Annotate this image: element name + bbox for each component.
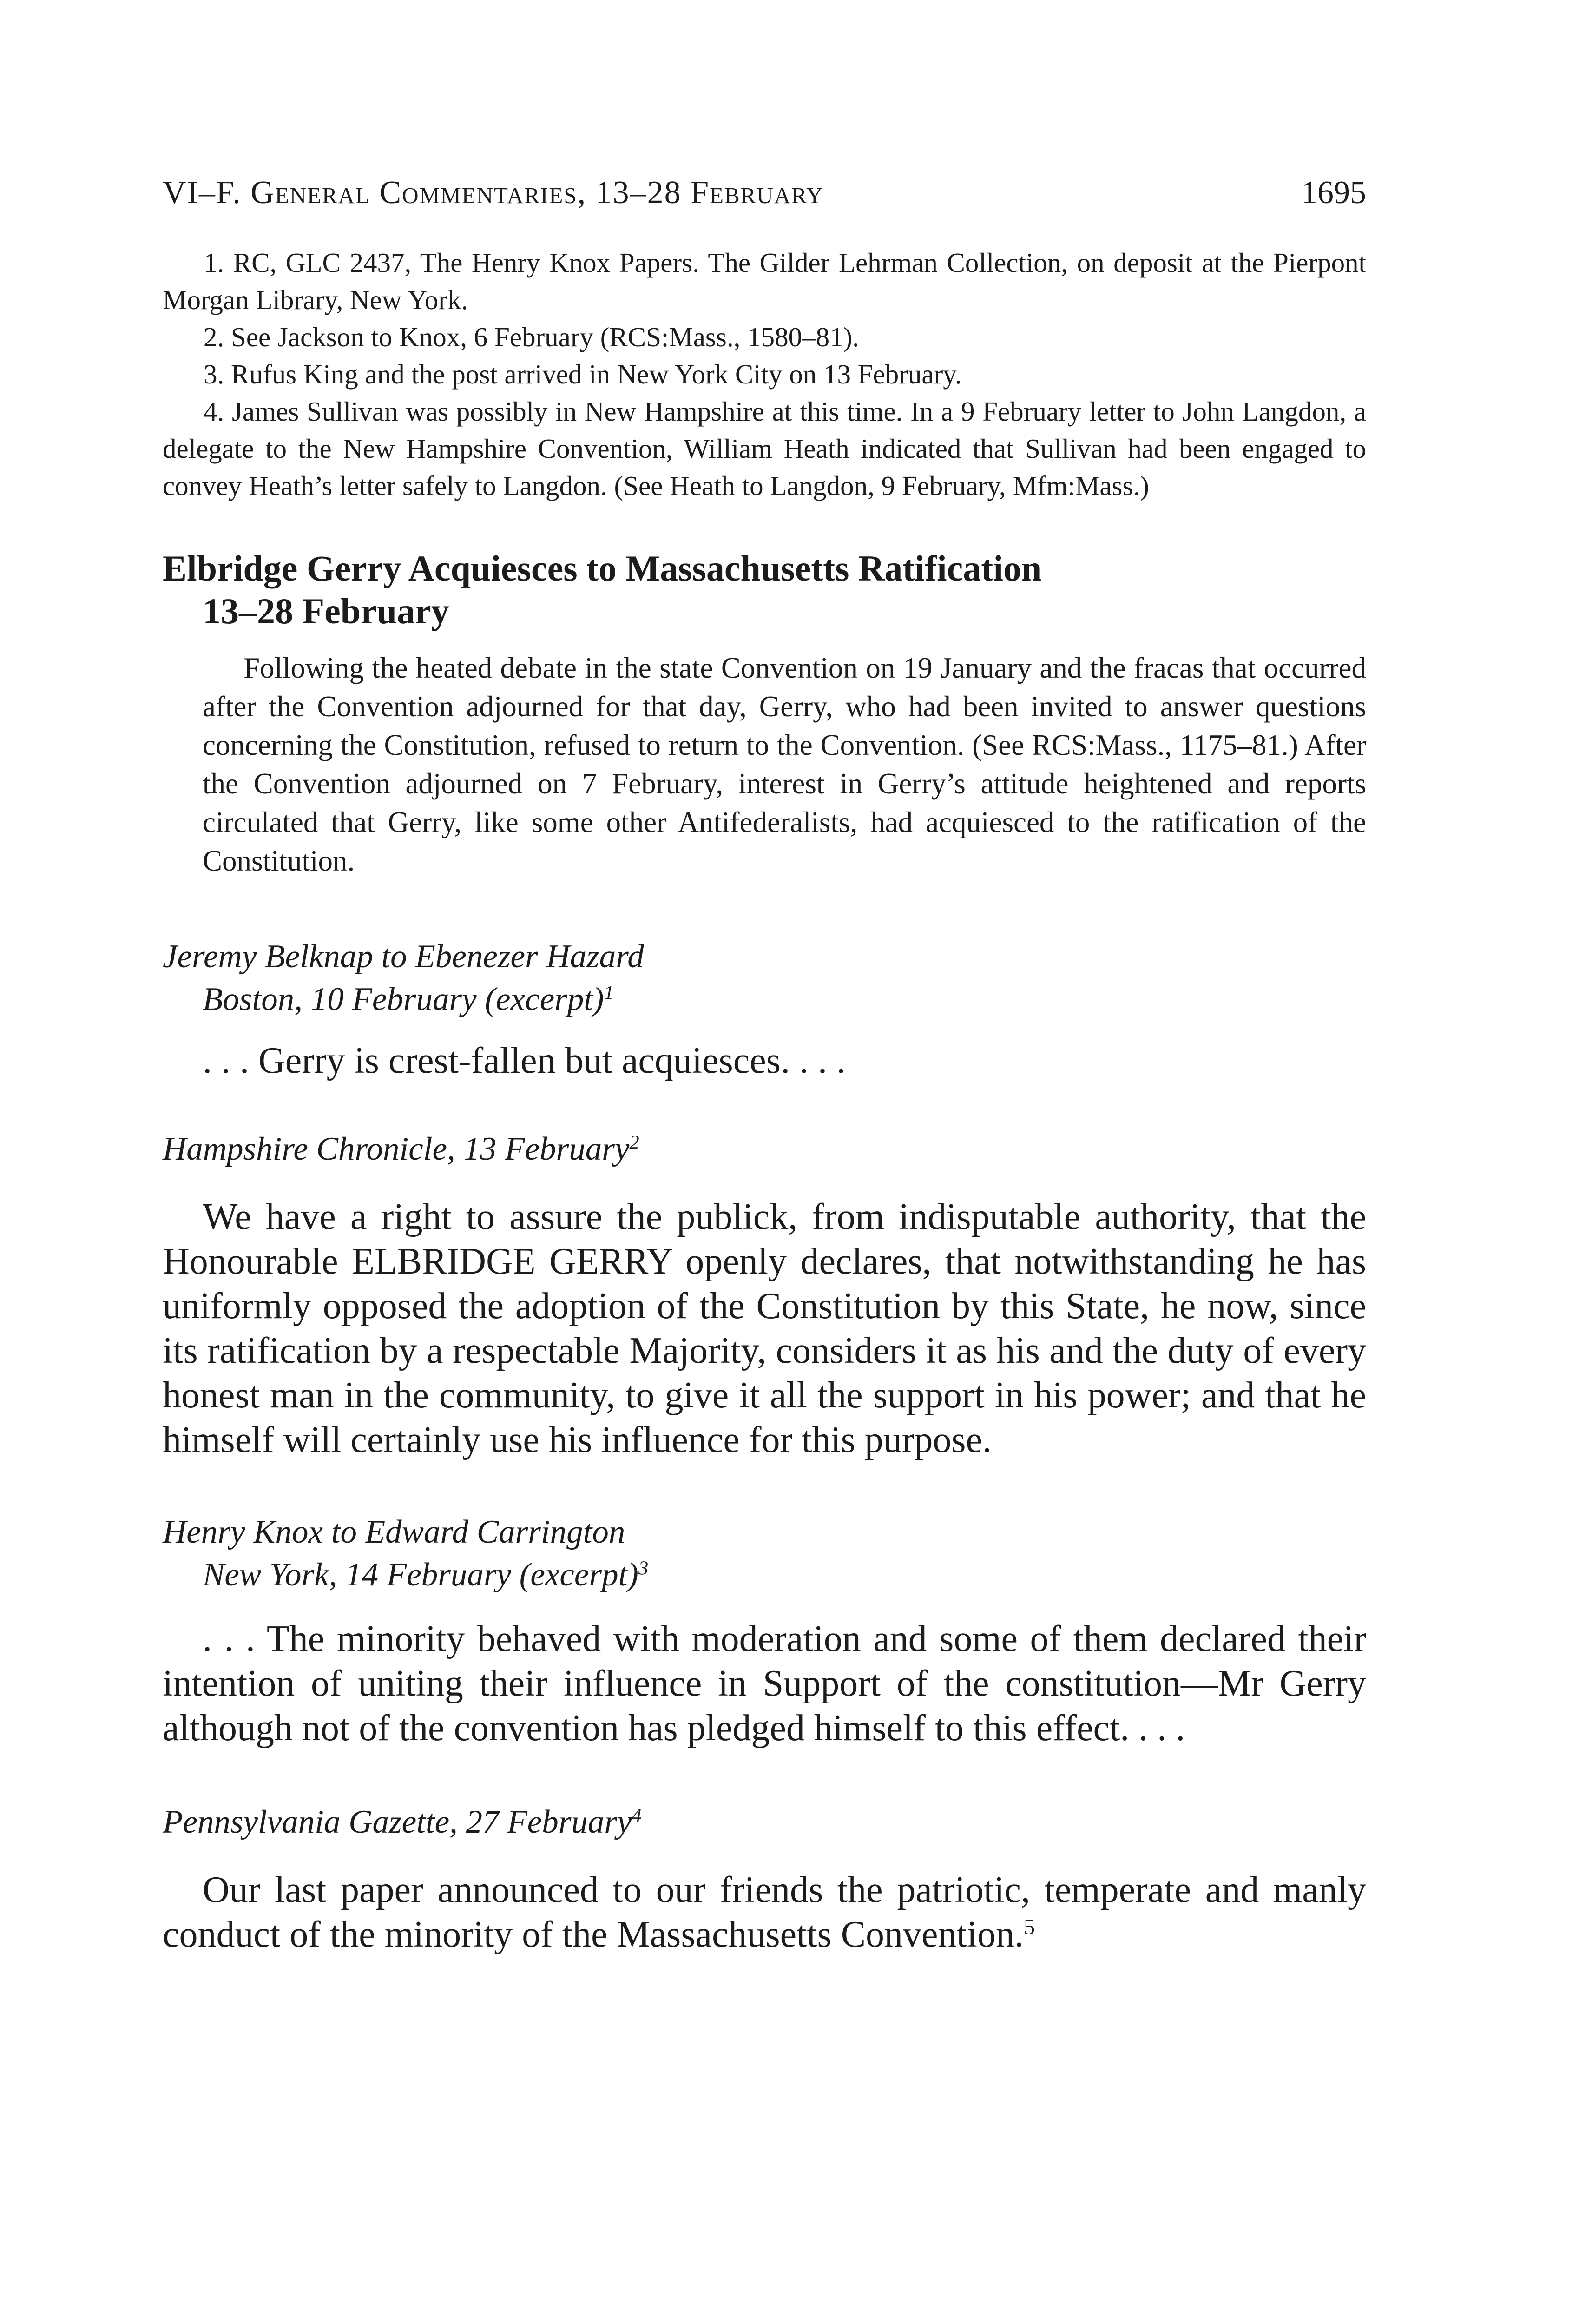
page xyxy=(163,177,1366,1957)
footnote-1: 1. RC, GLC 2437, The Henry Knox Papers. The Gilder Lehrman Collection, on deposit at the Pierpont Morgan Library, New York. xyxy=(163,247,1366,315)
document-heading-dateline: Boston, 10 February (excerpt)$^1$ xyxy=(203,981,614,1017)
note-ref: 5 xyxy=(1024,1915,1035,1940)
document-heading-belknap xyxy=(163,935,1366,1021)
document-heading-pennsylvania-gazette xyxy=(163,1801,1366,1843)
footnotes xyxy=(163,244,1366,504)
footnote-3: 3. Rufus King and the post arrived in New York City on 13 February. xyxy=(204,359,962,390)
document-heading-line: Pennsylvania Gazette, 27 February xyxy=(163,1804,632,1840)
document-heading-hampshire-chronicle xyxy=(163,1128,1366,1170)
note-ref: 3 xyxy=(638,1557,649,1579)
document-text-knox: . . . The minority behaved with moderation and some of them declared their intention of uniting their influence in Support of the constitution—Mr Gerry although not of the convention has pledged himself to this effect. . . . xyxy=(163,1618,1366,1749)
section-intro-text: Following the heated debate in the state Convention on 19 January and the fracas that occurred after the Convention adjourned for that day, Gerry, who had been invited to answer questions concerning the Constitution, refused to return to the Convention. (See RCS:Mass., 1175–81.) After the Convention adjourned on 7 February, interest in Gerry’s attitude heightened and reports circulated that Gerry, like some other Antifederalists, had acquiesced to the ratification of the Constitution. xyxy=(203,652,1366,877)
document-heading-line: Hampshire Chronicle, 13 February xyxy=(163,1131,630,1167)
document-text-pennsylvania-gazette: Our last paper announced to our friends the patriotic, temperate and manly conduct of the minority of the Massachusetts Convention.$^5$ xyxy=(163,1869,1366,1955)
footnote-2: 2. See Jackson to Knox, 6 February (RCS:Mass., 1580–81). xyxy=(204,322,859,352)
document-heading-dateline: New York, 14 February (excerpt)$^3$ xyxy=(203,1557,649,1593)
section-intro xyxy=(163,649,1366,880)
section-title-dates: 13–28 February xyxy=(203,591,449,631)
note-ref: 1 xyxy=(604,982,614,1004)
running-head-title: VI–F. General Commentaries, 13–28 February xyxy=(163,175,824,211)
document-heading-knox xyxy=(163,1511,1366,1596)
document-heading-line: Jeremy Belknap to Ebenezer Hazard xyxy=(163,938,644,975)
section-title-main: Elbridge Gerry Acquiesces to Massachusetts Ratification xyxy=(163,548,1042,588)
section-title xyxy=(163,547,1366,633)
note-ref: 2 xyxy=(629,1131,639,1154)
document-text-belknap: . . . Gerry is crest-fallen but acquiesces. . . . xyxy=(203,1040,846,1081)
footnote-4: 4. James Sullivan was possibly in New Hampshire at this time. In a 9 February letter to John Langdon, a delegate to the New Hampshire Convention, William Heath indicated that Sullivan had been engaged to convey Heath’s letter safely to Langdon. (See Heath to Langdon, 9 February, Mfm:Mass.) xyxy=(163,396,1366,501)
page-number: 1695 xyxy=(1301,175,1366,211)
document-text-hampshire-chronicle: We have a right to assure the publick, from indisputable authority, that the Honourable ELBRIDGE GERRY openly declares, that notwithstanding he has uniformly opposed the adoption of the Constitution by this State, he now, since its ratification by a respectable Majority, considers it as his and the duty of every honest man in the community, to give it all the support in his power; and that he himself will certainly use his influence for this purpose. xyxy=(163,1196,1366,1460)
running-head xyxy=(163,177,1366,209)
note-ref: 4 xyxy=(632,1804,642,1827)
document-heading-line: Henry Knox to Edward Carrington xyxy=(163,1514,625,1550)
